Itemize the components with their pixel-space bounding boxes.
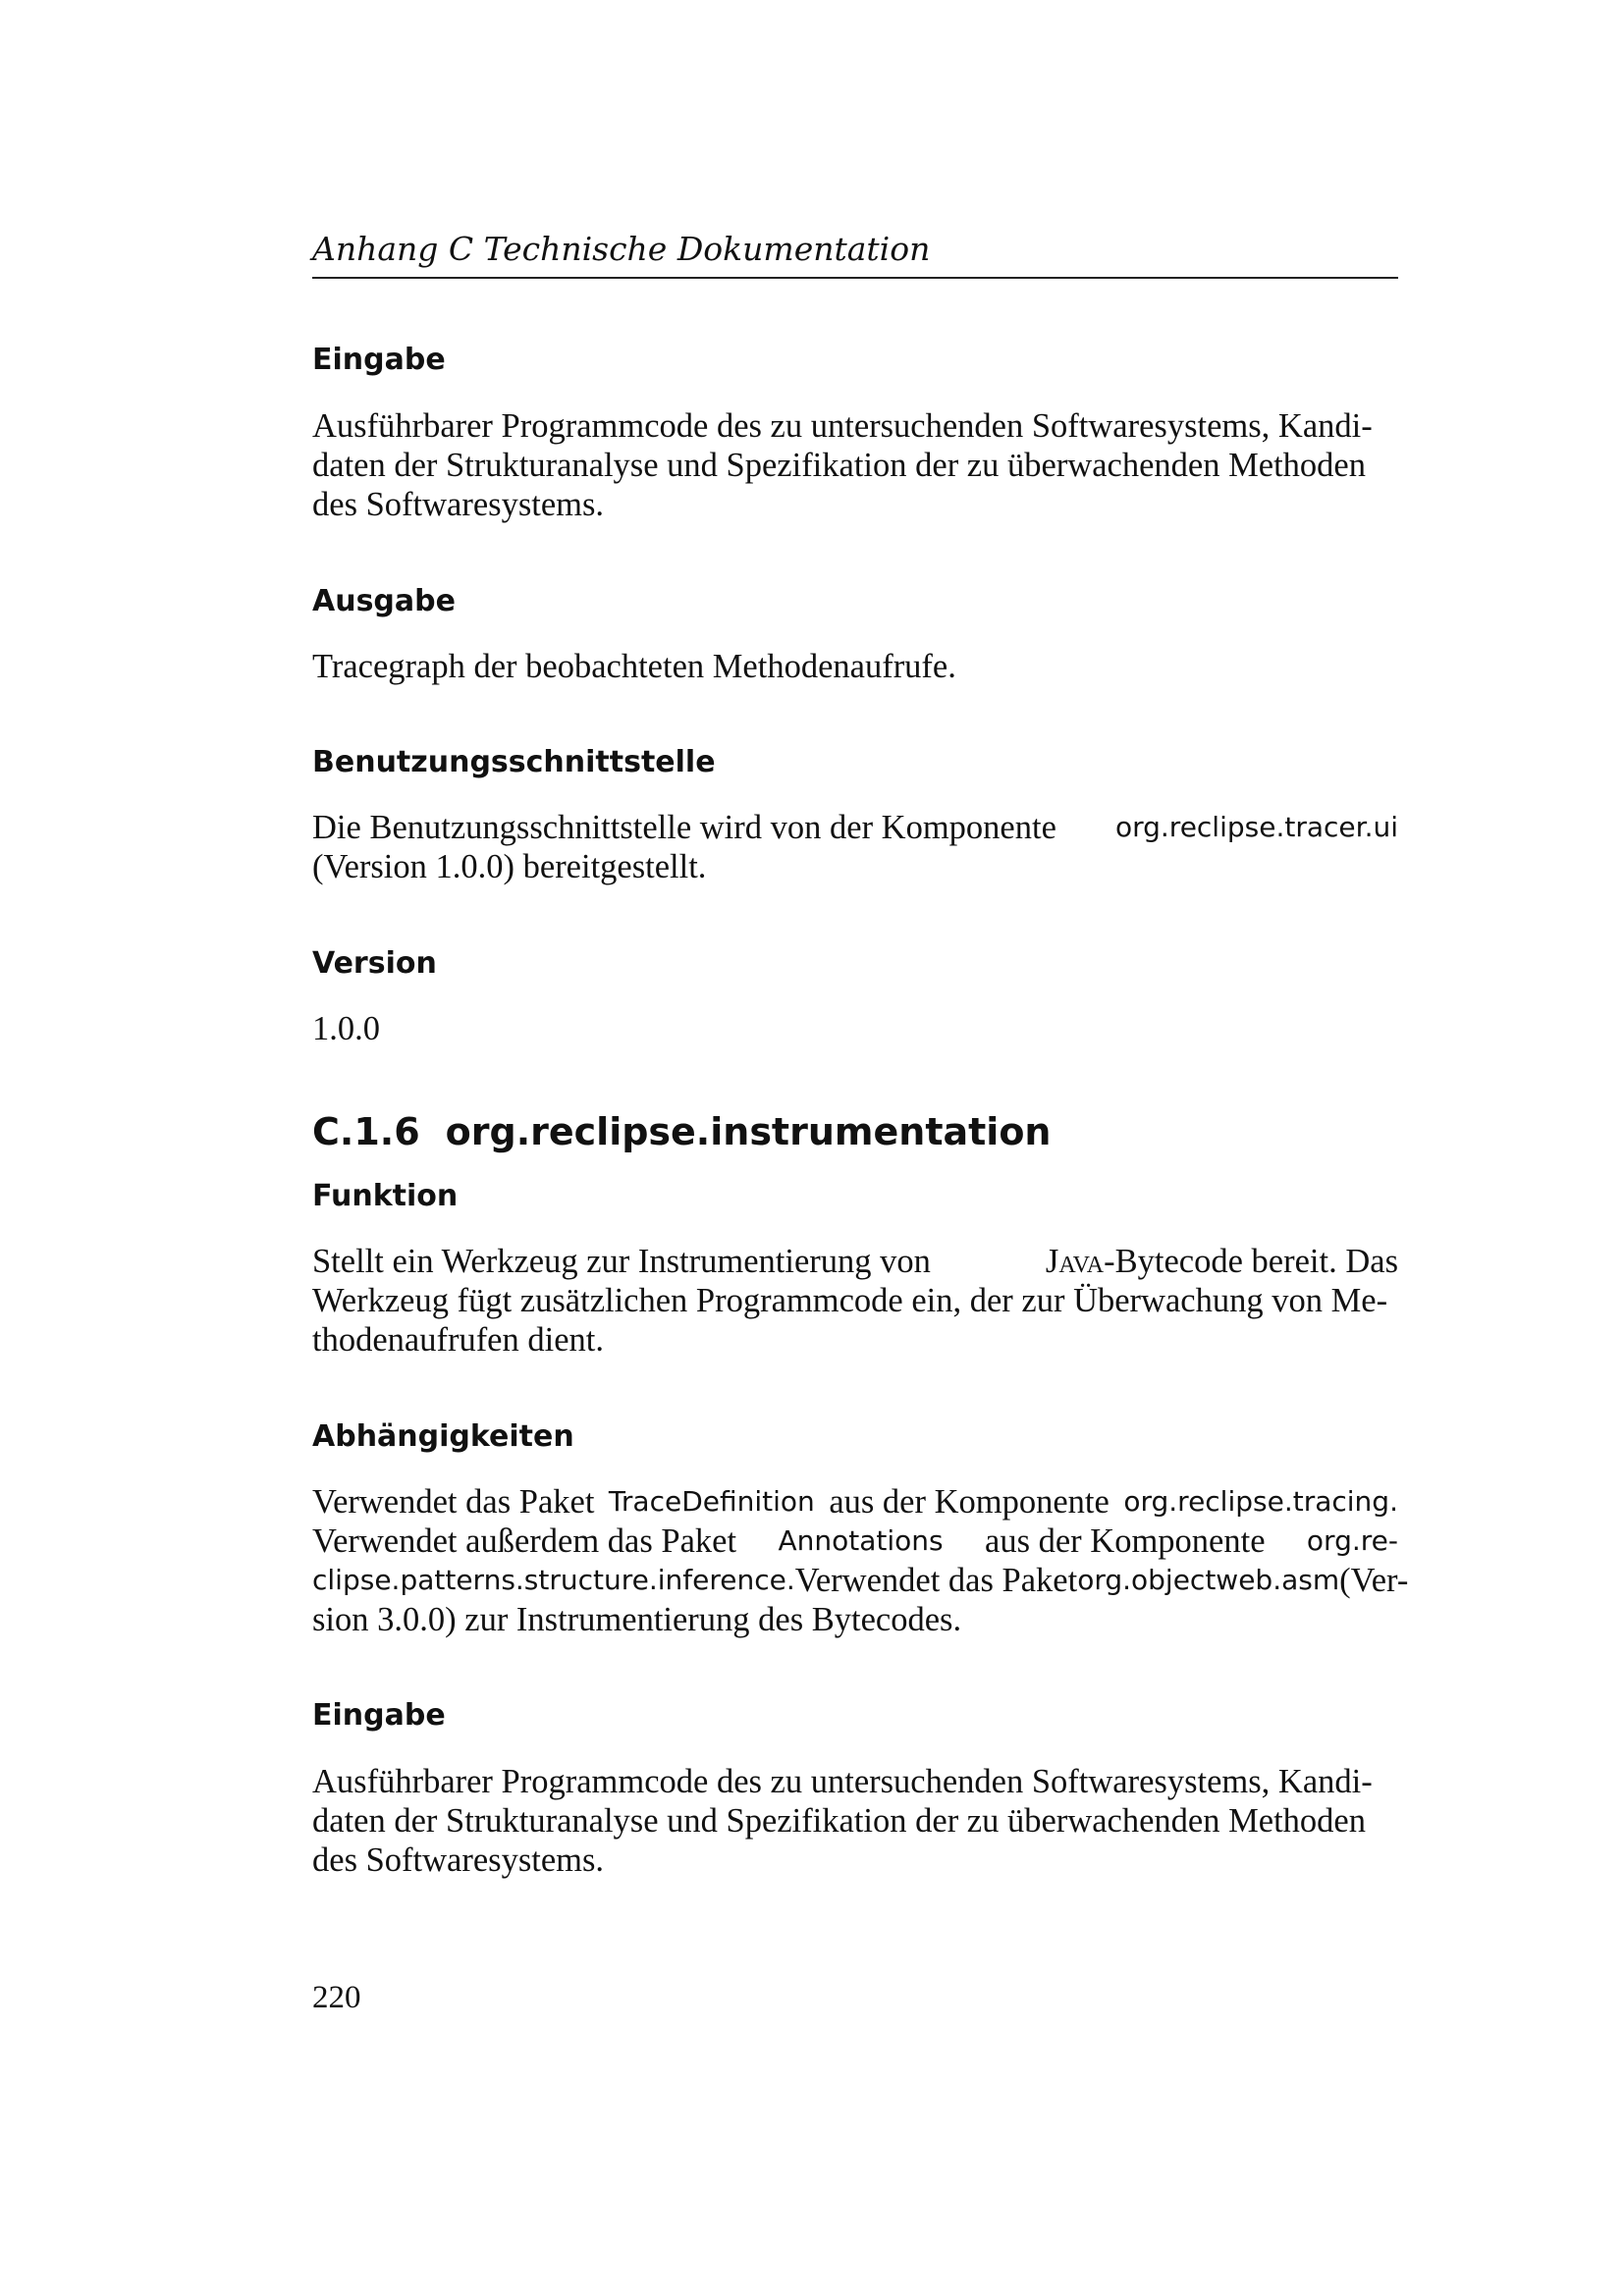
ausgabe-section xyxy=(312,582,1398,621)
text-line-content: Die Benutzungsschnittstelle wird von der Komponente xyxy=(312,809,1056,846)
text-line-content: Verwendet das Paket xyxy=(794,1562,1078,1599)
benutzungsschnittstelle-section xyxy=(312,743,1398,782)
package-name: TraceDefinition xyxy=(608,1485,815,1518)
abhaengigkeiten-section xyxy=(312,1417,1398,1457)
ausgabe-body xyxy=(312,647,1398,686)
text-line-content: Ausführbarer Programmcode des zu untersuchenden Softwaresystems, Kandi- xyxy=(312,1763,1373,1800)
paragraph-heading: Benutzungsschnittstelle xyxy=(312,745,716,779)
header-rule xyxy=(312,277,1398,279)
text-line xyxy=(312,1762,1398,1801)
text-line-content xyxy=(1046,1242,1398,1281)
section-number: C.1.6 xyxy=(312,1110,420,1153)
text-line xyxy=(312,1801,1398,1841)
package-name: org.objectweb.asm xyxy=(1077,1564,1340,1596)
section-title xyxy=(312,1107,1398,1156)
version-section xyxy=(312,944,1398,984)
paragraph-heading: Version xyxy=(312,946,437,981)
text-line: thodenaufrufen dient. xyxy=(312,1321,604,1359)
text-line-content: -Bytecode bereit. Das xyxy=(1104,1243,1398,1280)
section-name: org.reclipse.instrumentation xyxy=(445,1110,1052,1153)
text-line: des Softwaresystems. xyxy=(312,486,605,523)
page-number: 220 xyxy=(312,1980,361,2015)
text-line-content: aus der Komponente xyxy=(829,1483,1110,1521)
text-line xyxy=(312,1482,1398,1522)
text-line-content: Ausführbarer Programmcode des zu untersuchenden Softwaresystems, Kandi- xyxy=(312,407,1373,445)
text-line: Tracegraph der beobachteten Methodenaufrufe. xyxy=(312,648,956,685)
text-line-content: (Ver- xyxy=(1339,1562,1409,1599)
paragraph-heading: Funktion xyxy=(312,1179,459,1213)
text-line: (Version 1.0.0) bereitgestellt. xyxy=(312,848,707,885)
component-name: org.reclipse.tracer.ui xyxy=(1114,811,1398,843)
component-name: clipse.patterns.structure.inference. xyxy=(312,1564,795,1596)
eingabe-body-top xyxy=(312,406,1398,524)
text-line-content: daten der Strukturanalyse und Spezifikation der zu überwachenden Methoden xyxy=(312,1802,1366,1840)
text-line-content: daten der Strukturanalyse und Spezifikation der zu überwachenden Methoden xyxy=(312,447,1366,484)
section-heading-c16 xyxy=(312,1107,1398,1156)
text-line-content: aus der Komponente xyxy=(985,1522,1266,1560)
text-line: des Softwaresystems. xyxy=(312,1842,605,1879)
package-name: Annotations xyxy=(778,1524,944,1557)
paragraph-heading: Eingabe xyxy=(312,343,446,377)
text-line xyxy=(312,1522,1398,1561)
funktion-section xyxy=(312,1177,1398,1216)
text-line-content: Verwendet außerdem das Paket xyxy=(312,1522,737,1560)
java-name: Java xyxy=(1045,1243,1105,1280)
version-body xyxy=(312,1009,1398,1048)
eingabe-section-bottom xyxy=(312,1696,1398,1735)
text-line xyxy=(312,446,1398,485)
benutzungsschnittstelle-body xyxy=(312,808,1398,886)
paragraph-heading: Ausgabe xyxy=(312,584,456,618)
eingabe-section-top xyxy=(312,341,1398,380)
text-line xyxy=(312,1561,1409,1600)
paragraph-heading: Abhängigkeiten xyxy=(312,1419,574,1454)
component-name: org.re- xyxy=(1306,1524,1398,1557)
version-value: 1.0.0 xyxy=(312,1010,380,1047)
text-line xyxy=(312,1281,1398,1320)
abhaengigkeiten-body xyxy=(312,1482,1409,1639)
text-line xyxy=(312,406,1398,446)
eingabe-body-bottom xyxy=(312,1762,1398,1880)
text-line-content: Verwendet das Paket xyxy=(312,1483,595,1521)
funktion-body xyxy=(312,1242,1398,1360)
text-line xyxy=(312,808,1398,847)
component-name: org.reclipse.tracing. xyxy=(1123,1485,1398,1518)
text-line-content: Werkzeug fügt zusätzlichen Programmcode ein, der zur Überwachung von Me- xyxy=(312,1282,1388,1319)
text-line xyxy=(312,1242,1398,1281)
paragraph-heading: Eingabe xyxy=(312,1698,446,1733)
text-line-content: Stellt ein Werkzeug zur Instrumentierung von xyxy=(312,1243,931,1280)
running-header: Anhang C Technische Dokumentation xyxy=(312,230,931,268)
text-line: sion 3.0.0) zur Instrumentierung des Bytecodes. xyxy=(312,1601,962,1638)
